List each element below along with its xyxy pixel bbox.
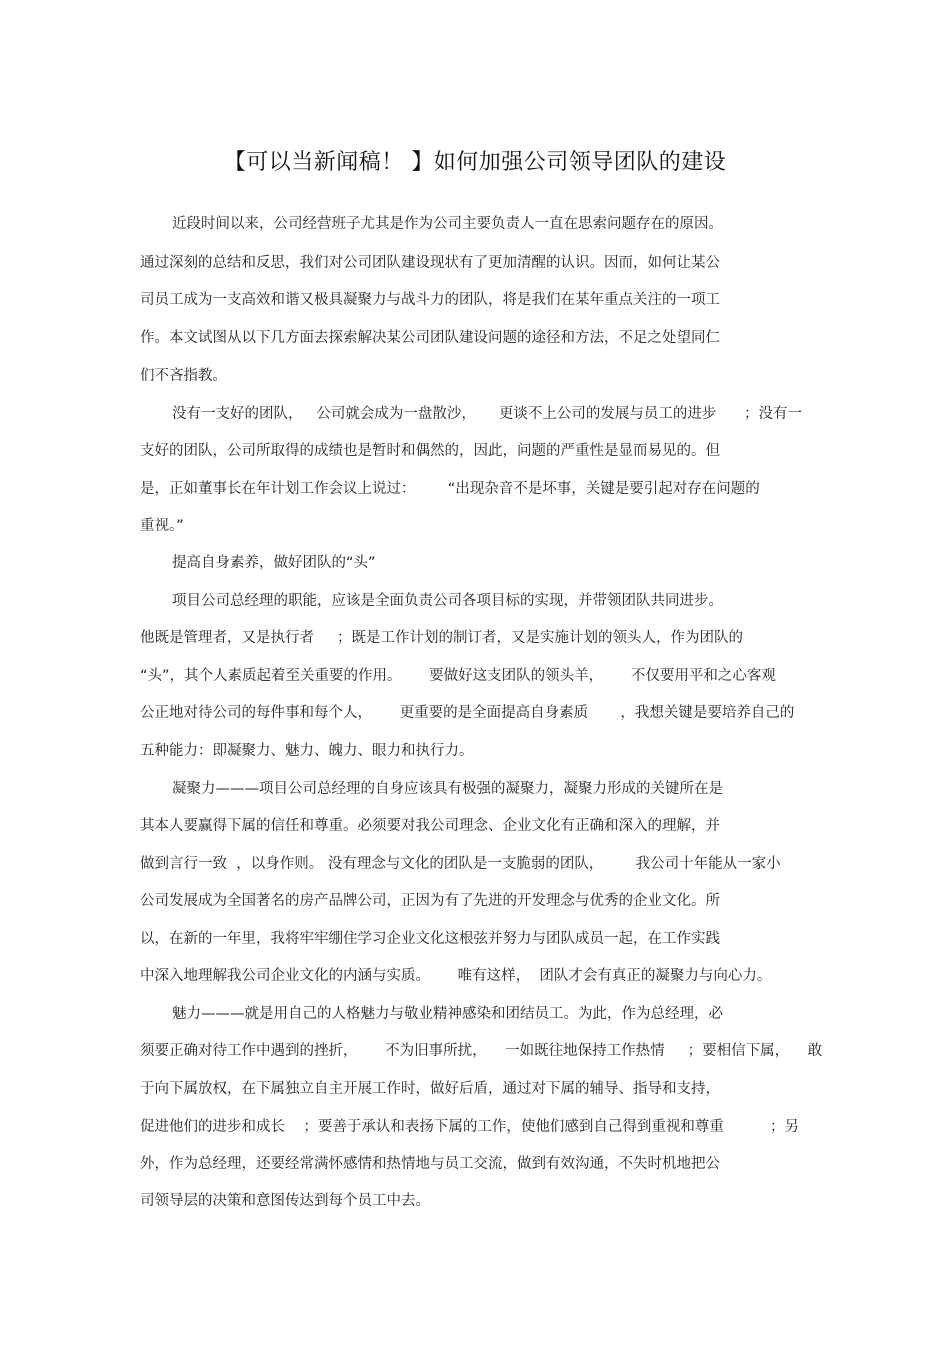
body-line: 公司发展成为全国著名的房产品牌公司，正因为有了先进的开发理念与优秀的企业文化。所 [140, 893, 720, 909]
section-heading: 提高自身素养，做好团队的“头” [172, 555, 376, 571]
body-line: 做到言行一致 ，以身作则。 没有理念与文化的团队是一支脆弱的团队， 我公司十年能从一家小 [140, 856, 781, 872]
body-line: 重视。” [140, 518, 184, 534]
body-line: 五种能力：即凝聚力、魅力、魄力、眼力和执行力。 [140, 743, 474, 759]
body-line: 魅力———就是用自己的人格魅力与敬业精神感染和团结员工。为此，作为总经理，必 [172, 1006, 723, 1022]
body-line: 通过深刻的总结和反思，我们对公司团队建设现状有了更加清醒的认识。因而，如何让某公 [140, 255, 720, 271]
body-line: 司领导层的决策和意图传达到每个员工中去。 [140, 1193, 430, 1209]
page-title: 【可以当新闻稿！ 】如何加强公司领导团队的建设 [223, 150, 727, 175]
body-line: 支好的团队，公司所取得的成绩也是暂时和偶然的，因此，问题的严重性是显而易见的。但 [140, 443, 720, 459]
body-line: 其本人要赢得下属的信任和尊重。必须要对我公司理念、企业文化有正确和深入的理解，并 [140, 818, 720, 834]
body-line: 公正地对待公司的每件事和每个人， 更重要的是全面提高自身素质 ，我想关键是要培养自己的 [140, 705, 795, 721]
body-line: 司员工成为一支高效和谐又极具凝聚力与战斗力的团队，将是我们在某年重点关注的一项工 [140, 292, 720, 308]
body-line: 须要正确对待工作中遇到的挫折， 不为旧事所扰， 一如既往地保持工作热情 ；要相信下属， 敢 [140, 1043, 823, 1059]
body-line: 凝聚力———项目公司总经理的自身应该具有极强的凝聚力，凝聚力形成的关键所在是 [172, 781, 723, 797]
body-line: 他既是管理者，又是执行者 ；既是工作计划的制订者，又是实施计划的领头人，作为团队的 [140, 630, 744, 646]
body-line: 以，在新的一年里，我将牢牢绷住学习企业文化这根弦并努力与团队成员一起，在工作实践 [140, 931, 720, 947]
body-line: 是，正如董事长在年计划工作会议上说过： “出现杂音不是坏事，关键是要引起对存在问题的 [140, 481, 760, 497]
body-line: 项目公司总经理的职能，应该是全面负责公司各项目标的实现，并带领团队共同进步。 [172, 593, 723, 609]
body-line: 近段时间以来，公司经营班子尤其是作为公司主要负责人一直在思索问题存在的原因。 [172, 216, 723, 232]
body-line: 于向下属放权，在下属独立自主开展工作时，做好后盾，通过对下属的辅导、指导和支持， [140, 1081, 720, 1097]
body-line: “头”，其个人素质起着至关重要的作用。 要做好这支团队的领头羊， 不仅要用平和之心客观 [140, 668, 776, 684]
body-line: 们不吝指教。 [140, 368, 227, 384]
body-line: 没有一支好的团队， 公司就会成为一盘散沙， 更谈不上公司的发展与员工的进步 ；没有一 [172, 406, 803, 422]
body-line: 作。本文试图从以下几方面去探索解决某公司团队建设问题的途径和方法，不足之处望同仁 [140, 330, 720, 346]
body-line: 中深入地理解我公司企业文化的内涵与实质。 唯有这样， 团队才会有真正的凝聚力与向心力。 [140, 968, 772, 984]
body-line: 外，作为总经理，还要经常满怀感情和热情地与员工交流，做到有效沟通，不失时机地把公 [140, 1156, 720, 1172]
body-line: 促进他们的进步和成长 ；要善于承认和表扬下属的工作，使他们感到自己得到重视和尊重 ；另 [140, 1119, 800, 1135]
